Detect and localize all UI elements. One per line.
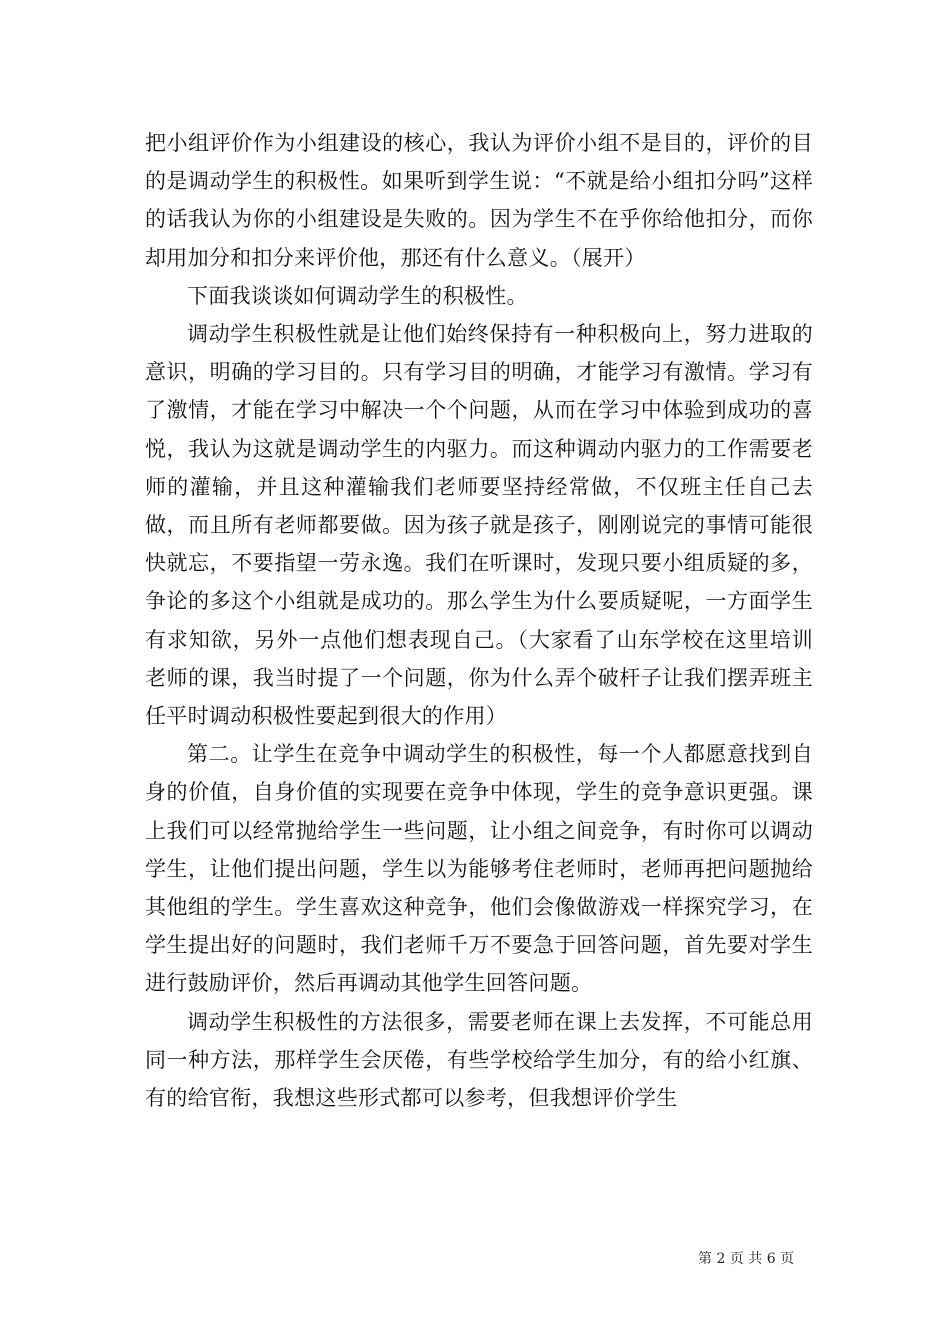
paragraph-competition: 第二。让学生在竞争中调动学生的积极性，每一个人都愿意找到自身的价值，自身价值的实现要在竞争中体现，学生的竞争意识更强。课上我们可以经常抛给学生一些问题，让小组之间竞争，有时你可以调动学生，让他们提出问题，学生以为能够考住老师时，老师再把问题抛给其他组的学生。学生喜欢这种竞争，他们会像做游戏一样探究学习，在学生提出好的问题时，我们老师千万不要急于回答问题，首先要对学生进行鼓励评价，然后再调动其他学生回答问题。 bbox=[145, 742, 813, 996]
paragraph-continued: 把小组评价作为小组建设的核心，我认为评价小组不是目的，评价的目的是调动学生的积极性。如果听到学生说：“不就是给小组扣分吗”这样的话我认为你的小组建设是失败的。因为学生不在乎你给他扣分，而你却用加分和扣分来评价他，那还有什么意义。（展开） bbox=[145, 131, 813, 270]
paragraph-intro: 下面我谈谈如何调动学生的积极性。 bbox=[187, 283, 528, 308]
paragraph-motivation: 调动学生积极性就是让他们始终保持有一种积极向上，努力进取的意识，明确的学习目的。只有学习目的明确，才能学习有激情。学习有了激情，才能在学习中解决一个个问题，从而在学习中体验到成功的喜悦，我认为这就是调动学生的内驱力。而这种调动内驱力的工作需要老师的灌输，并且这种灌输我们老师要坚持经常做，不仅班主任自己去做，而且所有老师都要做。因为孩子就是孩子，刚刚说完的事情可能很快就忘，不要指望一劳永逸。我们在听课时，发现只要小组质疑的多，争论的多这个小组就是成功的。那么学生为什么要质疑呢，一方面学生有求知欲，另外一点他们想表现自己。（大家看了山东学校在这里培训老师的课，我当时提了一个问题，你为什么弄个破杆子让我们摆弄班主任平时调动积极性要起到很大的作用） bbox=[145, 322, 813, 729]
page-number-footer: 第 2 页 共 6 页 bbox=[698, 1251, 795, 1267]
paragraph-methods: 调动学生积极性的方法很多，需要老师在课上去发挥，不可能总用同一种方法，那样学生会厌倦，有些学校给学生加分，有的给小红旗、有的给官衔，我想这些形式都可以参考，但我想评价学生 bbox=[145, 1009, 813, 1111]
body-text bbox=[145, 124, 813, 1117]
